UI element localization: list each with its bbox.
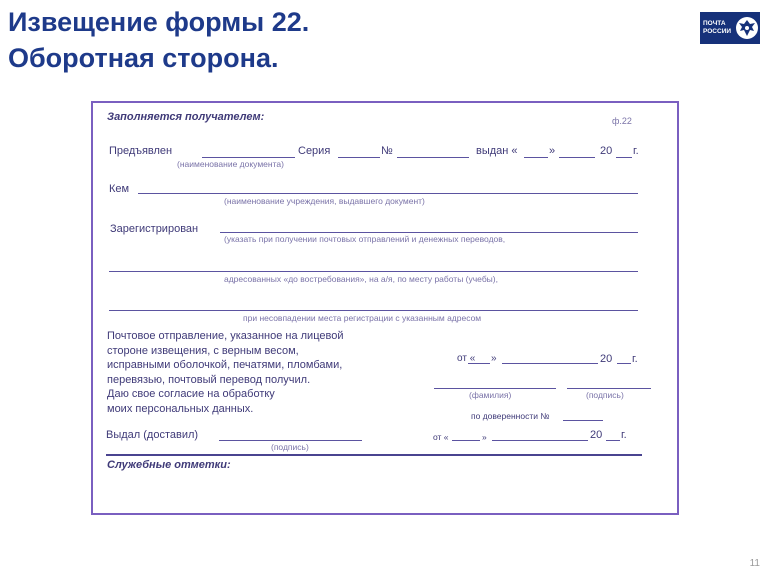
slide-title-line-1: Извещение формы 22. bbox=[8, 7, 310, 37]
slide-title bbox=[8, 4, 309, 76]
issued-day-field[interactable] bbox=[524, 157, 548, 158]
form-22-reverse-side bbox=[91, 101, 679, 515]
receipt-line: Даю свое согласие на обработку bbox=[107, 388, 275, 400]
slide-title-line-2: Оборотная сторона. bbox=[8, 43, 279, 73]
registration-field[interactable] bbox=[220, 232, 638, 233]
delivered-signature-hint: (подпись) bbox=[271, 442, 309, 452]
form-code: ф.22 bbox=[612, 116, 632, 126]
receipt-line: Почтовое отправление, указанное на лицевой bbox=[107, 330, 344, 342]
receipt-month-field[interactable] bbox=[502, 363, 598, 364]
by-whom-label: Кем bbox=[109, 183, 130, 195]
issued-month-field[interactable] bbox=[559, 157, 595, 158]
registered-label: Зарегистрирован bbox=[110, 223, 199, 235]
receipt-year-suffix: г. bbox=[632, 353, 638, 365]
delivery-day-field[interactable] bbox=[452, 440, 480, 441]
receipt-date-close-quote: » bbox=[491, 353, 497, 364]
receipt-date-open-quote: от « bbox=[457, 353, 476, 364]
logo-text-line-1: ПОЧТА bbox=[703, 20, 726, 27]
logo-text-line-2: РОССИИ bbox=[703, 28, 732, 35]
delivered-signature-field[interactable] bbox=[219, 440, 362, 441]
receipt-year-field[interactable] bbox=[617, 363, 631, 364]
document-number-field[interactable] bbox=[397, 157, 469, 158]
eagle-emblem-icon bbox=[735, 16, 759, 40]
registered-hint-1: (указать при получении почтовых отправлений и денежных переводов, bbox=[224, 234, 506, 244]
delivery-year-field[interactable] bbox=[606, 440, 620, 441]
issued-label: выдан « bbox=[476, 145, 518, 157]
surname-hint: (фамилия) bbox=[469, 390, 512, 400]
issued-year-field[interactable] bbox=[616, 157, 632, 158]
receipt-line: стороне извещения, с верным весом, bbox=[107, 344, 299, 357]
receipt-line: моих персональных данных. bbox=[107, 402, 254, 415]
receipt-line: исправными оболочкой, печатями, пломбами, bbox=[107, 359, 343, 371]
signature-field[interactable] bbox=[567, 388, 651, 389]
year-suffix: г. bbox=[633, 145, 639, 157]
receipt-line: перевязью, почтовый перевод получил. bbox=[107, 373, 311, 386]
receipt-year-prefix: 20 bbox=[600, 353, 613, 365]
delivery-month-field[interactable] bbox=[492, 440, 588, 441]
receipt-statement bbox=[107, 329, 343, 416]
delivery-date-from-label: от « bbox=[433, 432, 449, 442]
service-marks-header: Служебные отметки: bbox=[107, 459, 231, 471]
presented-label: Предъявлен bbox=[109, 145, 173, 157]
issuing-institution-field[interactable] bbox=[138, 193, 638, 194]
delivery-year-suffix: г. bbox=[621, 429, 627, 441]
document-name-hint: (наименование документа) bbox=[177, 159, 284, 169]
recipient-section-header: Заполняется получателем: bbox=[107, 111, 265, 123]
registration-field-line-2[interactable] bbox=[109, 271, 638, 272]
proxy-number-field[interactable] bbox=[563, 420, 603, 421]
russian-post-logo bbox=[700, 12, 760, 44]
registration-field-line-3[interactable] bbox=[109, 310, 638, 311]
page-number: 11 bbox=[749, 558, 760, 569]
series-field[interactable] bbox=[338, 157, 380, 158]
year-prefix: 20 bbox=[600, 145, 613, 157]
delivery-year-prefix: 20 bbox=[590, 429, 603, 441]
series-label: Серия bbox=[298, 145, 331, 157]
signature-hint: (подпись) bbox=[586, 390, 624, 400]
quote-close: » bbox=[549, 145, 556, 157]
section-divider bbox=[106, 454, 642, 456]
issued-delivered-label: Выдал (доставил) bbox=[106, 429, 199, 441]
number-sign-label: № bbox=[381, 145, 393, 157]
surname-field[interactable] bbox=[434, 388, 556, 389]
institution-hint: (наименование учреждения, выдавшего документ) bbox=[224, 196, 425, 206]
receipt-day-field[interactable] bbox=[468, 363, 490, 364]
registered-hint-3: при несовпадении места регистрации с указанным адресом bbox=[243, 313, 482, 323]
document-name-field[interactable] bbox=[202, 157, 295, 158]
delivery-date-close-quote: » bbox=[482, 432, 487, 442]
by-proxy-label: по доверенности № bbox=[471, 411, 550, 421]
registered-hint-2: адресованных «до востребования», на а/я, по месту работы (учебы), bbox=[224, 274, 498, 284]
